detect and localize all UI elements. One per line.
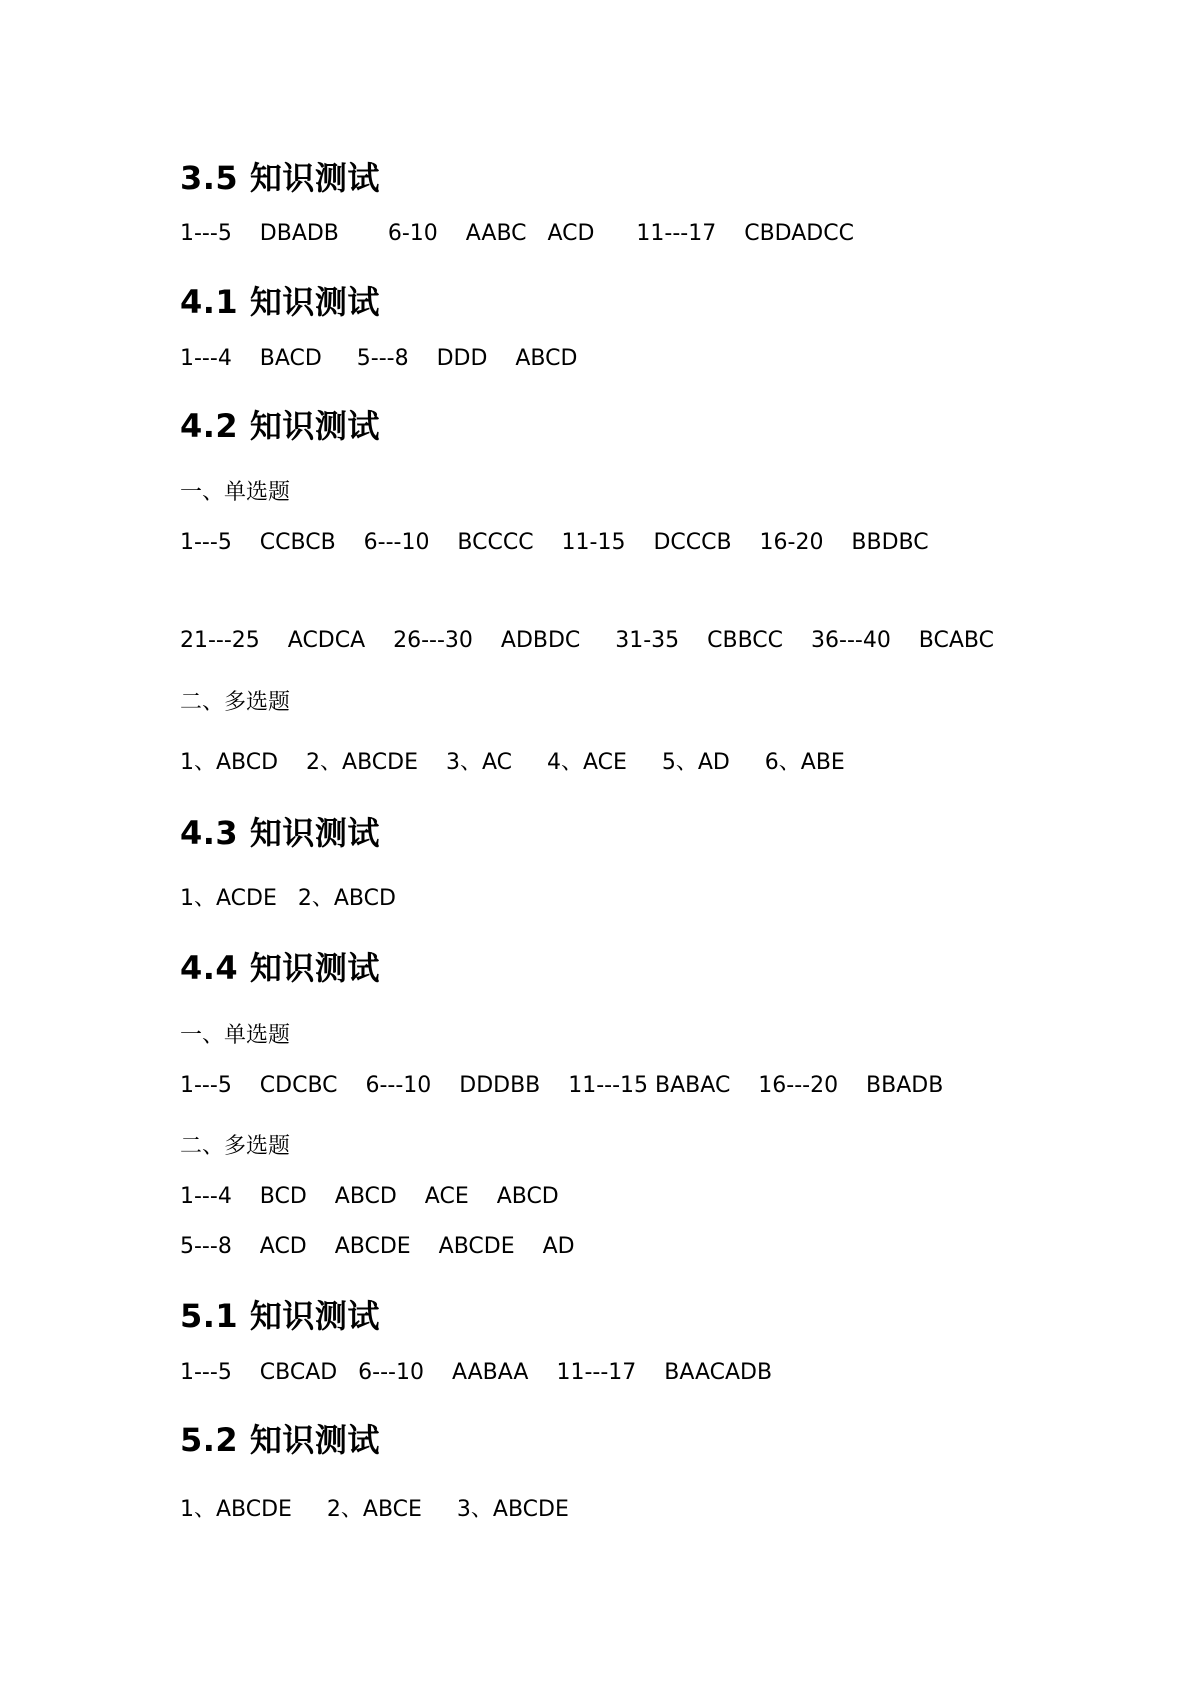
answer-line: 1---5 CBCAD 6---10 AABAA 11---17 BAACADB: [180, 1360, 773, 1385]
subsection-label-single-choice: 一、单选题: [180, 480, 291, 505]
answer-line: 1---4 BACD 5---8 DDD ABCD: [180, 346, 578, 371]
section-heading-5-1: 5.1 知识测试: [180, 1297, 380, 1335]
section-heading-3-5: 3.5 知识测试: [180, 159, 380, 197]
answer-line: 1、ABCD 2、ABCDE 3、AC 4、ACE 5、AD 6、ABE: [180, 750, 845, 775]
subsection-label-multiple-choice: 二、多选题: [180, 690, 291, 715]
answer-line: 1、ABCDE 2、ABCE 3、ABCDE: [180, 1497, 569, 1522]
section-heading-4-2: 4.2 知识测试: [180, 407, 380, 445]
answer-line: 21---25 ACDCA 26---30 ADBDC 31-35 CBBCC 36---40 BCABC: [180, 628, 994, 653]
answer-line: 5---8 ACD ABCDE ABCDE AD: [180, 1234, 575, 1259]
answer-line: 1、ACDE 2、ABCD: [180, 886, 396, 911]
answer-line: 1---5 DBADB 6-10 AABC ACD 11---17 CBDADCC: [180, 221, 854, 246]
answer-line: 1---5 CDCBC 6---10 DDDBB 11---15 BABAC 16---20 BBADB: [180, 1073, 944, 1098]
answer-line: 1---5 CCBCB 6---10 BCCCC 11-15 DCCCB 16-20 BBDBC: [180, 530, 929, 555]
section-heading-5-2: 5.2 知识测试: [180, 1421, 380, 1459]
subsection-label-single-choice: 一、单选题: [180, 1023, 291, 1048]
subsection-label-multiple-choice: 二、多选题: [180, 1134, 291, 1159]
section-heading-4-3: 4.3 知识测试: [180, 814, 380, 852]
answer-line: 1---4 BCD ABCD ACE ABCD: [180, 1184, 559, 1209]
section-heading-4-1: 4.1 知识测试: [180, 283, 380, 321]
section-heading-4-4: 4.4 知识测试: [180, 949, 380, 987]
